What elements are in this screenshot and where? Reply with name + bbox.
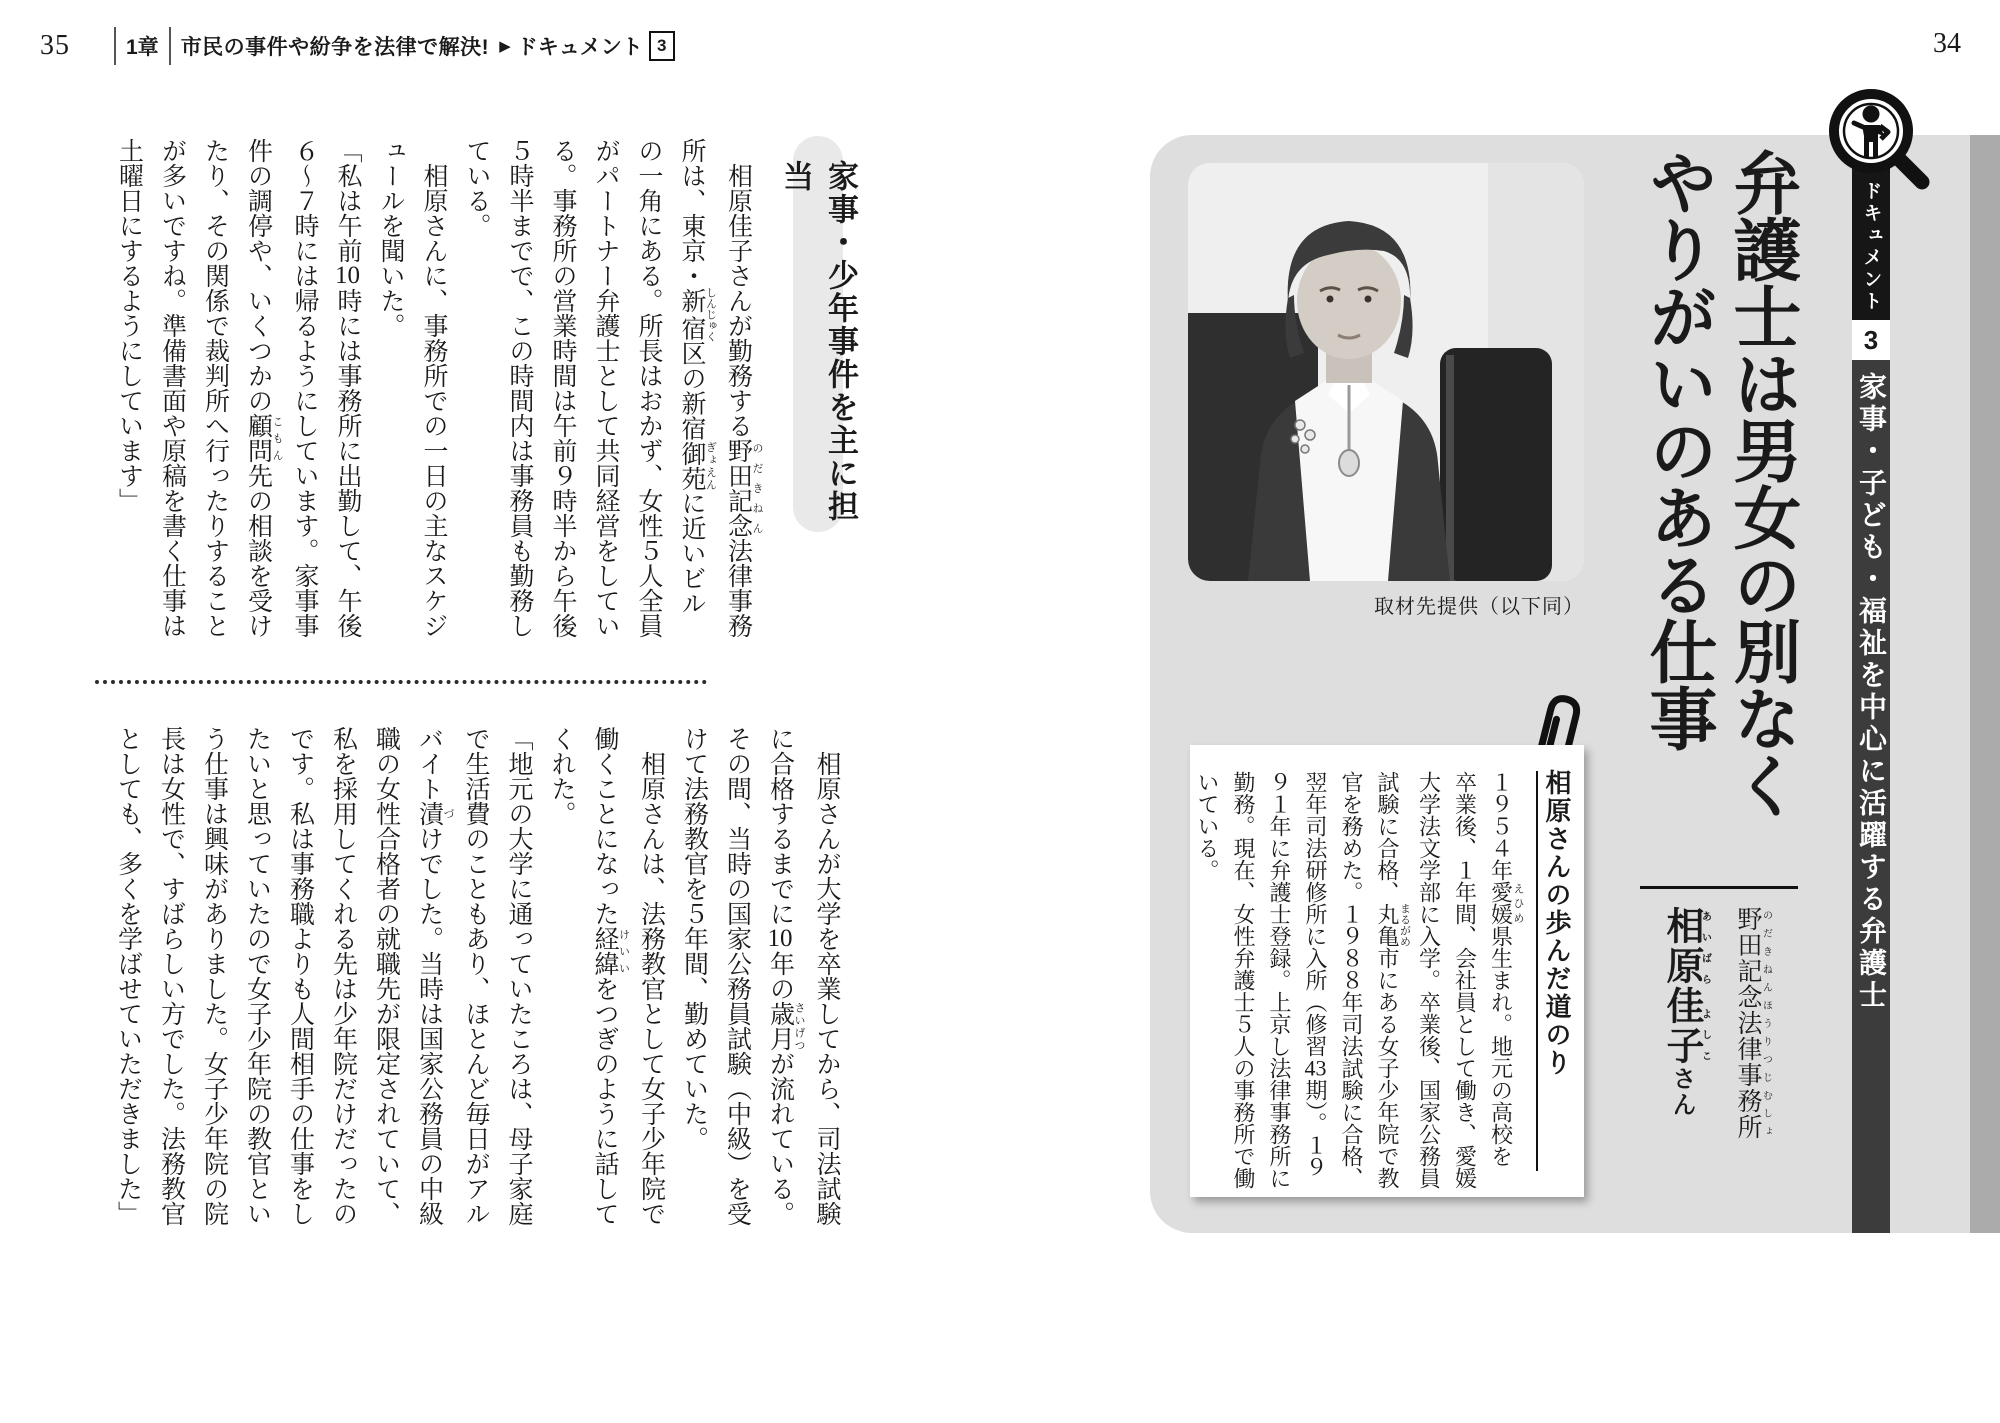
text-column: です。私は事務職よりも人間相手の仕事をし: [286, 726, 314, 1226]
divider: [114, 27, 116, 65]
bio-text-block: [1195, 771, 1524, 1196]
divider: [169, 27, 171, 65]
photo-caption: 取材先提供（以下同）: [1374, 596, 1584, 618]
text-column: 長は女性で、すばらしい方でした。法務教官: [157, 726, 185, 1226]
text-column: いている。: [1195, 771, 1220, 881]
left-page-header: [40, 24, 675, 68]
text-column: ている。: [463, 138, 490, 238]
text-column: けて法務教官を５年間、勤めていた。: [680, 726, 708, 1151]
section-heading: 家事・少年事件を主に担当: [778, 160, 858, 523]
text-column: としても、多くを学ばせていただきました」: [114, 726, 142, 1226]
running-title: 市民の事件や紛争を法律で解決!: [180, 36, 490, 59]
text-column: 働くことになった経緯 けいいをつぎのように話して: [591, 726, 630, 1226]
bio-heading-rule: [1536, 771, 1538, 1171]
text-column: 官を務めた。１９８８年司法試験に合格、: [1339, 771, 1364, 1189]
text-column: たいと思っていたので女子少年院の教官とい: [243, 726, 271, 1226]
text-column: う仕事は興味がありました。女子少年院の院: [200, 726, 228, 1226]
chapter-label: 1章: [126, 36, 159, 59]
banner-number-box: 3: [1852, 320, 1890, 360]
text-column: 件の調停や、いくつかの顧問 こもん先の相談を受け: [244, 138, 283, 638]
text-column: くれた。: [548, 726, 575, 826]
text-column: 私を採用してくれる先は少年院だけだったの: [329, 726, 357, 1226]
text-column: ュールを聞いた。: [377, 138, 404, 338]
text-column: ９１年に弁護士登録。上京し法律事務所に: [1267, 771, 1292, 1189]
text-column: 相原さんに、事務所での一日の主なスケジ: [420, 138, 447, 638]
byline: [1636, 906, 1776, 1216]
magnifier-person-icon: [1818, 78, 1938, 198]
banner-subtitle-strip: [1852, 360, 1890, 1233]
document-number-box: 3: [649, 31, 675, 61]
article-title-line1: 弁護士は男女の別なく: [1724, 148, 1800, 818]
document-label: ドキュメント: [516, 36, 643, 59]
text-column: 卒業後、１年間、会社員として働き、愛媛: [1452, 771, 1478, 1189]
byline-office: 野田記念法律事務所のだきねんほうりつじむしょ: [1734, 906, 1772, 1140]
text-column: 相原佳子さんが勤務する野田記念 のだきねん法律事務: [724, 138, 763, 638]
text-column: の一角にある。所長はおかず、女性５人全員: [635, 138, 662, 638]
text-column: 相原さんは、法務教官として女子少年院で: [637, 726, 665, 1226]
text-column: 試験に合格、丸亀まるがめ市にある女子少年院で教: [1375, 771, 1411, 1189]
text-column: １９５４年愛媛えひめ県生まれ。地元の高校を: [1488, 771, 1524, 1167]
page-number-right: 34: [1933, 28, 1961, 59]
text-column: がパートナー弁護士として共同経営をしてい: [592, 138, 619, 638]
portrait-photo: [1188, 163, 1584, 581]
left-lower-text-block: [114, 726, 848, 1264]
text-column: 相原さんが大学を卒業してから、司法試験: [813, 726, 840, 1226]
byline-rule: [1640, 886, 1798, 889]
text-column: ５時半までで、この時間内は事務員も勤務し: [506, 138, 533, 638]
text-column: る。事務所の営業時間は午前９時半から午後: [549, 138, 576, 638]
text-column: で生活費のこともあり、ほとんど毎日がアル: [462, 726, 489, 1226]
byline-name: 相原佳子あいばら よしこさん: [1660, 906, 1711, 1118]
text-column: が多いですね。準備書面や原稿を書く仕事は: [158, 138, 186, 638]
text-column: 職の女性合格者の就職先が限定されていて、: [372, 726, 400, 1226]
text-column: 所は、東京・新宿 しんじゅく区の新宿御苑 ぎょえんに近いビル: [678, 138, 717, 616]
byline-honorific: さん: [1668, 1066, 1695, 1118]
text-column: 翌年司法研修所に入所（修習43期）。１９: [1303, 771, 1328, 1178]
text-column: に合格するまでに10年の歳月 さいげつが流れている。: [766, 726, 805, 1226]
dotted-divider: [95, 680, 707, 684]
triangle-arrow-icon: ▶: [499, 38, 511, 55]
section-heading-pill: [778, 136, 858, 532]
portrait-photo-illustration: [1188, 163, 1584, 581]
text-column: 「私は午前10時には事務所に出勤して、午後: [334, 138, 361, 638]
page-edge-strip: [1970, 135, 2000, 1233]
text-column: ６〜７時には帰るようにしています。家事事: [291, 138, 318, 638]
bio-heading: 相原さんの歩んだ道のり: [1542, 769, 1572, 1077]
text-column: 「地元の大学に通っていたころは、母子家庭: [505, 726, 532, 1226]
text-column: 大学法文学部に入学。卒業後、国家公務員: [1416, 771, 1442, 1189]
banner-document-label: ドキュメント: [1860, 181, 1882, 313]
text-column: バイト漬 づけでした。当時は国家公務員の中級: [415, 726, 454, 1226]
text-column: 勤務。現在、女性弁護士５人の事務所で働: [1231, 771, 1256, 1189]
article-title: [1634, 148, 1804, 848]
article-title-line2: やりがいのある仕事: [1640, 148, 1716, 751]
left-upper-text-block: [115, 138, 763, 670]
page-number-left: 35: [40, 30, 70, 61]
text-column: その間、当時の国家公務員試験（中級）を受: [723, 726, 751, 1226]
text-column: 土曜日にするようにしています」: [115, 138, 143, 513]
text-column: たり、その関係で裁判所へ行ったりすること: [201, 138, 229, 638]
bio-box: [1190, 745, 1584, 1197]
banner-subtitle: 家事・子ども・福祉を中心に活躍する弁護士: [1856, 372, 1887, 1012]
